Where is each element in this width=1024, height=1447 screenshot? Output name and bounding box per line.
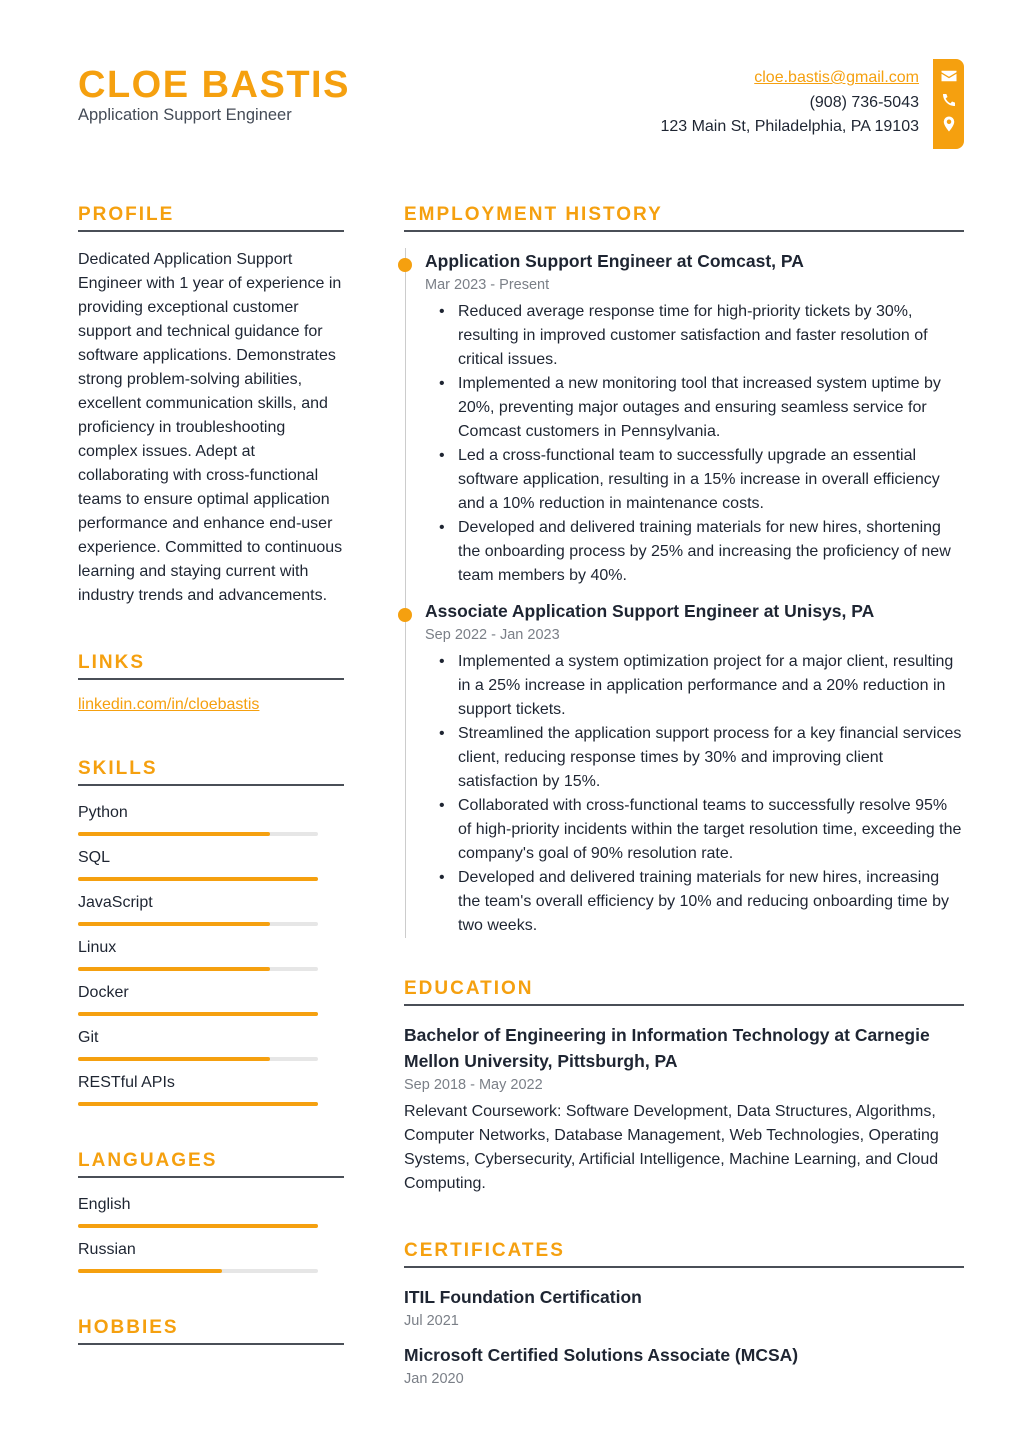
- skill-label: JavaScript: [78, 894, 153, 911]
- skill-label: Git: [78, 1029, 99, 1046]
- level-bar: [78, 832, 318, 836]
- bullet-item: • Developed and delivered training materials for new hires, increasing the team's overall efficiency by 10% and reducing onboarding time by two weeks.: [439, 866, 964, 938]
- level-fill: [78, 832, 270, 836]
- level-fill: [78, 877, 318, 881]
- map-pin-icon: [940, 115, 958, 133]
- level-fill: [78, 967, 270, 971]
- hobbies-section: [78, 1317, 344, 1345]
- skill-label: Linux: [78, 939, 117, 956]
- bullet-item: • Developed and delivered training materials for new hires, shortening the onboarding process by 25% and increasing the proficiency of new team members by 40%.: [439, 516, 964, 588]
- skill-label: Python: [78, 804, 128, 821]
- languages-section: [78, 1150, 344, 1273]
- job-entry: [425, 248, 964, 588]
- section-heading: EMPLOYMENT HISTORY: [404, 204, 964, 232]
- language-item: [78, 1194, 344, 1228]
- skill-item: [78, 982, 344, 1016]
- section-heading: SKILLS: [78, 758, 344, 786]
- education-dates: Sep 2018 - May 2022: [404, 1077, 543, 1093]
- certificate-name: ITIL Foundation Certification: [404, 1287, 642, 1307]
- certificate-date: Jul 2021: [404, 1313, 459, 1329]
- contact-info: [660, 66, 919, 140]
- education-text: Relevant Coursework: Software Development, Data Structures, Algorithms, Computer Networks, Database Management, Web Technologies, Operating Systems, Cybersecurity, Artificial Intelligence, Machine Learning, and Cloud Computing.: [404, 1103, 939, 1192]
- bullet-list: [425, 650, 964, 938]
- skills-section: [78, 758, 344, 1106]
- certificate-name: Microsoft Certified Solutions Associate (MCSA): [404, 1345, 799, 1365]
- envelope-icon: [940, 67, 958, 85]
- skill-label: SQL: [78, 849, 111, 866]
- level-fill: [78, 1012, 318, 1016]
- level-bar: [78, 1269, 318, 1273]
- skill-label: English: [78, 1196, 131, 1213]
- job-entry: [425, 598, 964, 938]
- education-section: [404, 978, 964, 1196]
- level-fill: [78, 1102, 318, 1106]
- certificate-item: [404, 1284, 964, 1332]
- level-bar: [78, 967, 318, 971]
- phone: (908) 736-5043: [809, 93, 919, 111]
- level-bar: [78, 1224, 318, 1228]
- employment-section: [404, 204, 964, 938]
- skill-item: [78, 1027, 344, 1061]
- bullet-item: • Reduced average response time for high-priority tickets by 30%, resulting in improved customer satisfaction and faster resolution of critical issues.: [439, 300, 964, 372]
- job-title: Application Support Engineer at Comcast, PA: [425, 251, 804, 271]
- certificate-date: Jan 2020: [404, 1371, 464, 1387]
- candidate-name: CLOE BASTIS: [78, 64, 350, 106]
- email-link[interactable]: cloe.bastis@gmail.com: [754, 69, 919, 86]
- linkedin-link[interactable]: linkedin.com/in/cloebastis: [78, 696, 260, 713]
- skill-item: [78, 892, 344, 926]
- timeline-dot: [398, 608, 412, 622]
- address: 123 Main St, Philadelphia, PA 19103: [660, 118, 919, 135]
- level-bar: [78, 922, 318, 926]
- degree: Bachelor of Engineering in Information Technology at Carnegie Mellon University, Pittsburgh, PA: [404, 1025, 930, 1071]
- skill-item: [78, 847, 344, 881]
- bullet-item: • Streamlined the application support process for a key financial services client, reducing response times by 30% and improving client satisfaction by 15%.: [439, 722, 964, 794]
- job-title: Application Support Engineer: [78, 106, 292, 124]
- profile-section: [78, 204, 344, 608]
- section-heading: PROFILE: [78, 204, 344, 232]
- skill-label: RESTful APIs: [78, 1074, 175, 1091]
- job-title: Associate Application Support Engineer at Unisys, PA: [425, 601, 875, 621]
- skill-item: [78, 802, 344, 836]
- contact-icon-bar: [933, 59, 964, 149]
- links-section: [78, 652, 344, 714]
- level-fill: [78, 1224, 318, 1228]
- section-heading: LINKS: [78, 652, 344, 680]
- level-fill: [78, 1269, 222, 1273]
- skill-item: [78, 1072, 344, 1106]
- section-heading: EDUCATION: [404, 978, 964, 1006]
- certificate-item: [404, 1342, 964, 1390]
- level-bar: [78, 1012, 318, 1016]
- job-dates: Mar 2023 - Present: [425, 277, 550, 293]
- employment-timeline: [405, 248, 964, 938]
- section-heading: LANGUAGES: [78, 1150, 344, 1178]
- skill-label: Docker: [78, 984, 129, 1001]
- bullet-item: • Implemented a system optimization project for a major client, resulting in a 25% increase in application performance and a 20% reduction in support tickets.: [439, 650, 964, 722]
- level-bar: [78, 1102, 318, 1106]
- level-fill: [78, 1057, 270, 1061]
- timeline-dot: [398, 258, 412, 272]
- phone-icon: [940, 91, 958, 109]
- bullet-item: • Implemented a new monitoring tool that increased system uptime by 20%, preventing major outages and ensuring seamless service for Comcast customers in Pennsylvania.: [439, 372, 964, 444]
- level-bar: [78, 877, 318, 881]
- language-item: [78, 1239, 344, 1273]
- level-fill: [78, 922, 270, 926]
- bullet-item: • Led a cross-functional team to successfully upgrade an essential software application, resulting in a 15% increase in overall efficiency and a 10% reduction in maintenance costs.: [439, 444, 964, 516]
- job-dates: Sep 2022 - Jan 2023: [425, 627, 560, 643]
- section-heading: CERTIFICATES: [404, 1240, 964, 1268]
- skill-label: Russian: [78, 1241, 136, 1258]
- skill-item: [78, 937, 344, 971]
- bullet-list: [425, 300, 964, 588]
- certificates-section: [404, 1240, 964, 1390]
- bullet-item: • Collaborated with cross-functional teams to successfully resolve 95% of high-priority incidents within the target resolution time, exceeding the company's goal of 90% resolution rate.: [439, 794, 964, 866]
- section-heading: HOBBIES: [78, 1317, 344, 1345]
- level-bar: [78, 1057, 318, 1061]
- profile-text: Dedicated Application Support Engineer with 1 year of experience in providing exceptional customer support and technical guidance for software applications. Demonstrates strong problem-solving abilities, excellent communication skills, and proficiency in troubleshooting complex issues. Adept at collaborating with cross-functional teams to ensure optimal application performance and enhance end-user experience. Committed to continuous learning and staying current with industry trends and advancements.: [78, 251, 343, 604]
